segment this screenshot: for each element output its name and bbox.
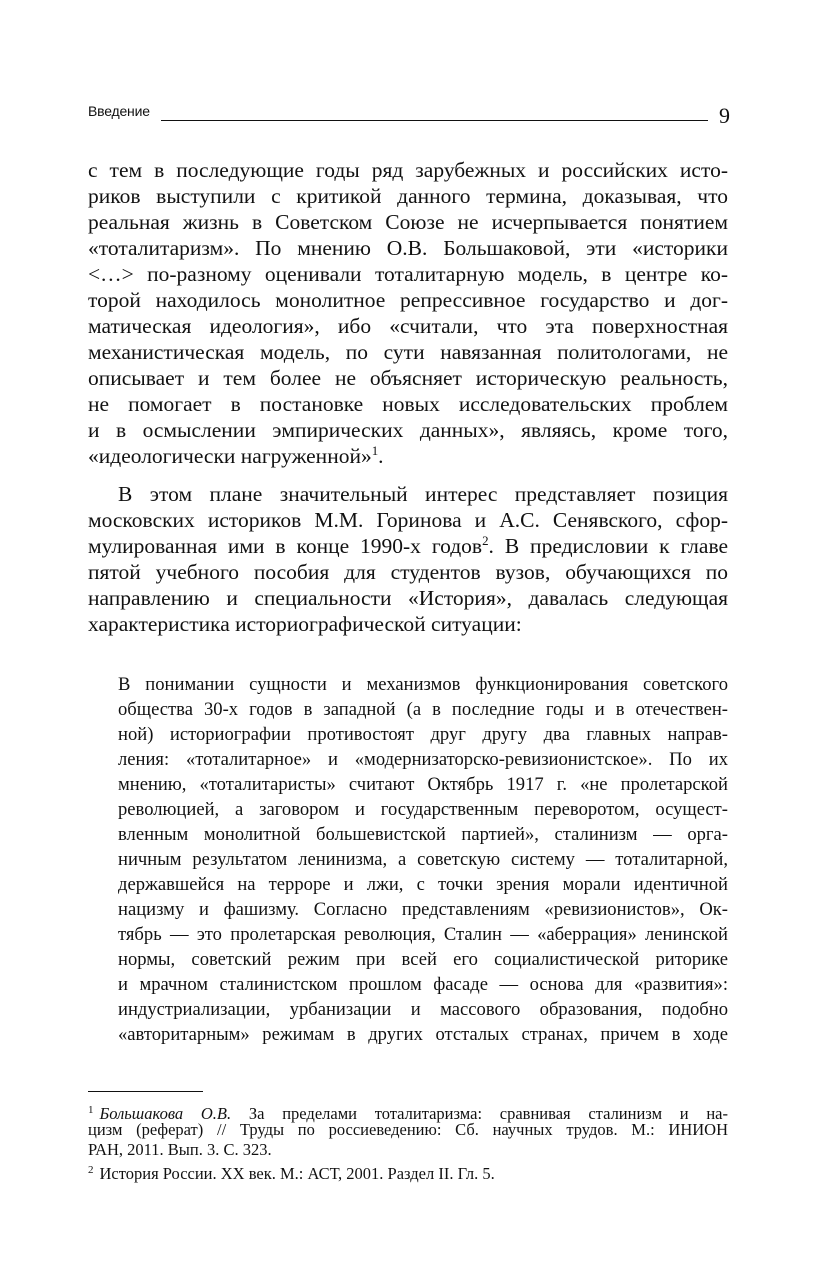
body-line: риков выступили с критикой данного термина, доказывая, что <box>88 184 728 208</box>
quote-line: и мрачном сталинистском прошлом фасаде — основа для «развития»: <box>118 974 728 995</box>
body-line <box>88 533 728 559</box>
footnote-2 <box>88 1160 728 1184</box>
body-line: <…> по-разному оценивали тоталитарную модель, в центре ко- <box>88 262 728 286</box>
quote-line: вленным монолитной большевистской партией», сталинизм — орга- <box>118 824 728 845</box>
body-line: с тем в последующие годы ряд зарубежных и российских исто- <box>88 158 728 182</box>
quote-line: «авторитарным» режимам в других отсталых странах, причем в ходе <box>118 1024 728 1045</box>
body-line: описывает и тем более не объясняет историческую реальность, <box>88 366 728 390</box>
body-line: характеристика историографической ситуации: <box>88 612 522 636</box>
body-line: московских историков М.М. Горинова и А.С. Сенявского, сфор- <box>88 508 728 532</box>
footnote-1-line: цизм (реферат) // Труды по россиеведению: Сб. научных трудов. М.: ИНИОН <box>88 1120 728 1139</box>
footnote-text: За пределами тоталитаризма: сравнивая сталинизм и на- <box>248 1104 728 1123</box>
body-line: реальная жизнь в Советском Союзе не исчерпывается понятием <box>88 210 728 234</box>
quote-line: нацизму и фашизму. Согласно представлениям «ревизионистов», Ок- <box>118 899 728 920</box>
body-line: «тоталитаризм». По мнению О.В. Большаковой, эти «историки <box>88 236 728 260</box>
body-line: не помогает в постановке новых исследовательских проблем <box>88 392 728 416</box>
quote-line: общества 30-х годов в западной (а в последние годы и в отечествен- <box>118 699 728 720</box>
body-line: торой находилось монолитное репрессивное государство и дог- <box>88 288 728 312</box>
footnote-mark: 2 <box>88 1164 94 1176</box>
body-text: «идеологически нагруженной» <box>88 444 372 468</box>
body-line: пятой учебного пособия для студентов вузов, обучающихся по <box>88 560 728 584</box>
footnote-rule <box>88 1091 203 1092</box>
quote-line: державшейся на терроре и лжи, с точки зрения морали идентичной <box>118 874 728 895</box>
body-line: направлению и специальности «История», давалась следующая <box>88 586 728 610</box>
body-text: мулированная ими в конце 1990-х годов <box>88 534 483 558</box>
body-line: и в осмыслении эмпирических данных», являясь, кроме того, <box>88 418 728 442</box>
chapter-title: Введение <box>88 103 150 119</box>
quote-line: нормы, советский режим при всей его социалистической риторике <box>118 949 728 970</box>
body-line: матическая идеология», ибо «считали, что эта поверхностная <box>88 314 728 338</box>
body-line: механистическая модель, по сути навязанная политологами, не <box>88 340 728 364</box>
quote-line: революцией, а заговором и государственным переворотом, осущест- <box>118 799 728 820</box>
running-head <box>88 101 730 128</box>
footnote-1-line: РАН, 2011. Вып. 3. С. 323. <box>88 1140 272 1159</box>
quote-line: индустриализации, урбанизации и массового образования, подобно <box>118 999 728 1020</box>
footnote-text: История России. XX век. М.: АСТ, 2001. Раздел II. Гл. 5. <box>99 1164 495 1183</box>
period: . <box>378 444 384 468</box>
footnote-mark: 1 <box>88 1104 94 1116</box>
header-rule <box>161 120 708 121</box>
quote-line: ничным результатом ленинизма, а советскую систему — тоталитарной, <box>118 849 728 870</box>
page-number: 9 <box>719 103 730 128</box>
quote-line: ной) историографии противостоят друг другу два главных направ- <box>118 724 728 745</box>
body-line <box>88 443 728 469</box>
footnote-author: Большакова О.В. <box>99 1104 232 1123</box>
body-line: В этом плане значительный интерес представляет позиция <box>118 482 728 506</box>
footnote-ref-2[interactable]: 2 <box>482 533 489 548</box>
footnote-ref-1[interactable]: 1 <box>371 443 379 458</box>
quote-line: мнению, «тоталитаристы» считают Октябрь 1917 г. «не пролетарской <box>118 774 728 795</box>
body-text: . В предисловии к главе <box>488 534 729 558</box>
quote-line: тябрь — это пролетарская революция, Сталин — «аберрация» ленинской <box>118 924 728 945</box>
quote-line: В понимании сущности и механизмов функционирования советского <box>118 674 728 695</box>
quote-line: ления: «тоталитарное» и «модернизаторско-ревизионистское». По их <box>118 749 728 770</box>
